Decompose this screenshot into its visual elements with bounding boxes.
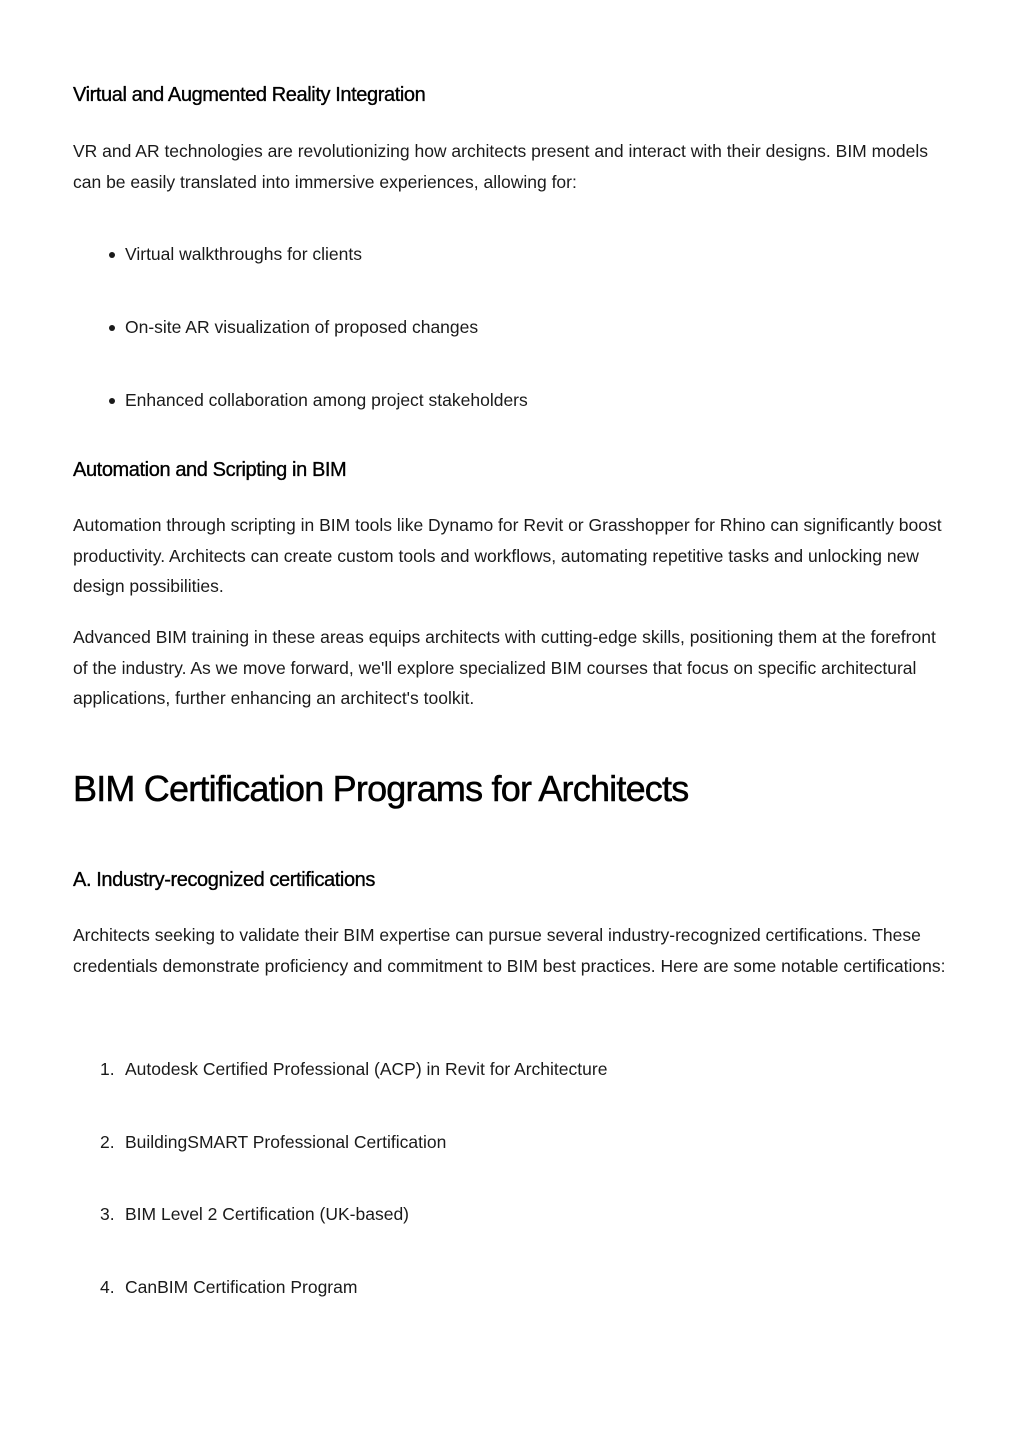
section-heading-vr-ar: Virtual and Augmented Reality Integration <box>73 84 426 106</box>
section-heading-automation: Automation and Scripting in BIM <box>73 459 347 481</box>
bullet-icon <box>109 325 115 331</box>
list-item-number: 4. <box>100 1276 115 1297</box>
list-item-text: CanBIM Certification Program <box>125 1276 358 1297</box>
list-item <box>73 1057 953 1081</box>
list-item <box>73 388 953 412</box>
paragraph-automation-1: Automation through scripting in BIM tools like Dynamo for Revit or Grasshopper for Rhino can significantly boost productivity. Architects can create custom tools and workflows, automating repetitive tasks and unlocking new design possibilities. <box>73 515 942 596</box>
paragraph-automation-2: Advanced BIM training in these areas equips architects with cutting-edge skills, positioning them at the forefront of the industry. As we move forward, we'll explore specialized BIM courses that focus on specific architectural applications, further enhancing an architect's toolkit. <box>73 627 936 708</box>
bullet-list-vr-benefits <box>73 242 953 461</box>
list-item <box>73 315 953 339</box>
subsection-heading-industry-certifications: A. Industry-recognized certifications <box>73 869 376 891</box>
list-item-number: 2. <box>100 1131 115 1152</box>
numbered-list-certifications <box>73 1057 953 1347</box>
list-item <box>73 1275 953 1299</box>
list-item-text: Autodesk Certified Professional (ACP) in Revit for Architecture <box>125 1059 608 1079</box>
bullet-icon <box>109 398 115 404</box>
list-item <box>73 1202 953 1226</box>
list-item <box>73 1130 953 1154</box>
list-item-text: BIM Level 2 Certification (UK-based) <box>125 1204 409 1224</box>
bullet-icon <box>109 252 115 258</box>
paragraph-certifications-intro: Architects seeking to validate their BIM expertise can pursue several industry-recognized certifications. These credentials demonstrate proficiency and commitment to BIM best practices. Here are some notable certifications: <box>73 925 946 976</box>
page-section-title-certification: BIM Certification Programs for Architects <box>73 768 689 809</box>
list-item <box>73 242 953 266</box>
list-item-number: 3. <box>100 1204 115 1224</box>
list-item-number: 1. <box>100 1059 115 1079</box>
list-item-text: BuildingSMART Professional Certification <box>125 1131 447 1152</box>
paragraph-vr-intro: VR and AR technologies are revolutionizing how architects present and interact with their designs. BIM models can be easily translated into immersive experiences, allowing for: <box>73 141 929 192</box>
list-item-text: Virtual walkthroughs for clients <box>125 244 363 264</box>
list-item-text: On-site AR visualization of proposed changes <box>125 317 479 337</box>
list-item-text: Enhanced collaboration among project stakeholders <box>125 390 528 410</box>
